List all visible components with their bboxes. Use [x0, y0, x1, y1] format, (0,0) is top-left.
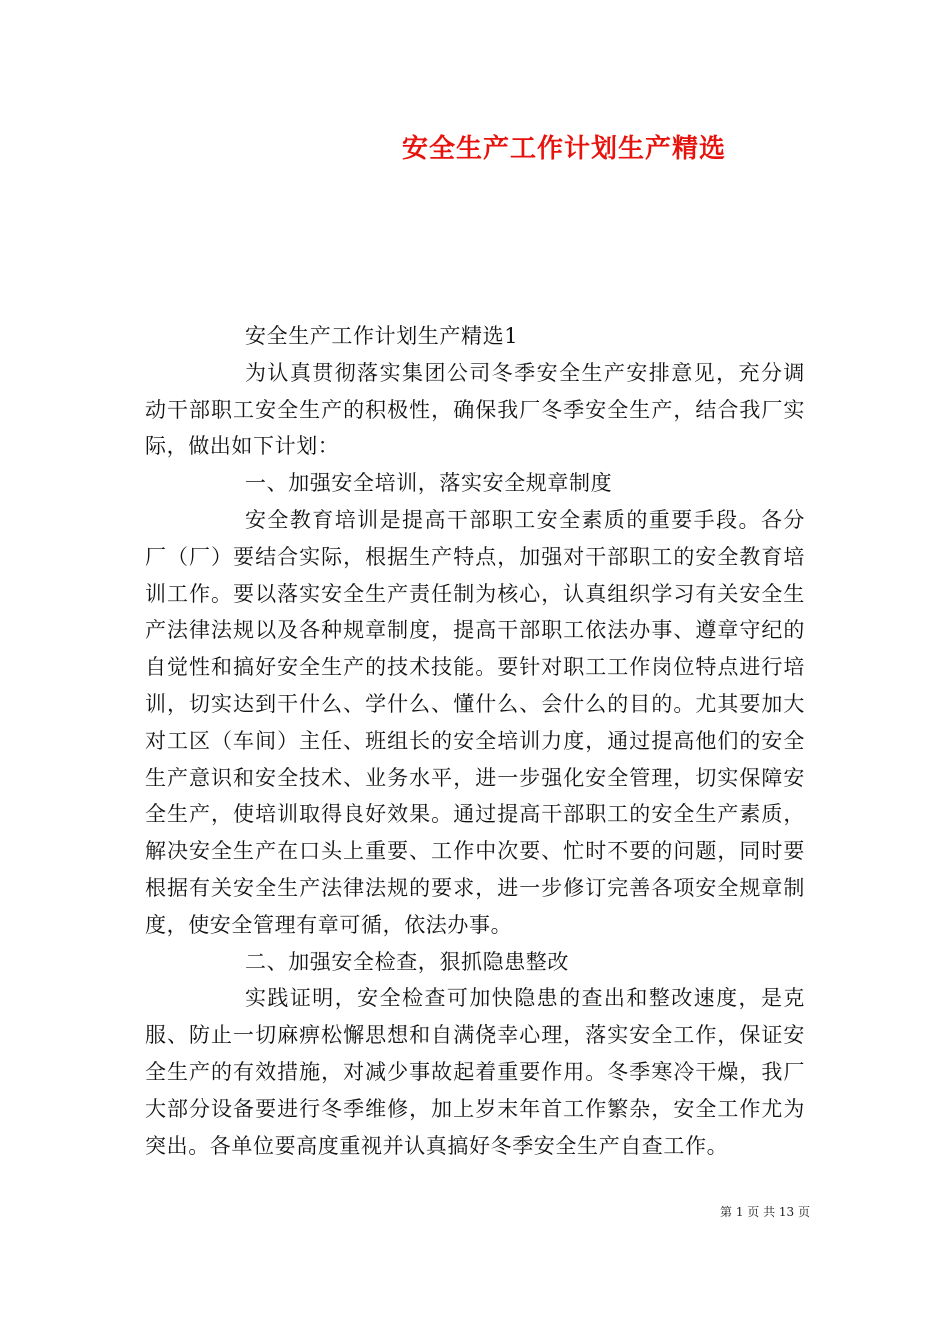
- document-title: 安全生产工作计划生产精选: [401, 134, 726, 164]
- section-heading-1: 一、加强安全培训，落实安全规章制度: [245, 471, 613, 496]
- paragraph-inspection: 实践证明，安全检查可加快隐患的查出和整改速度，是克服、防止一切麻痹松懈思想和自满侥幸心理，落实安全工作，保证安全生产的有效措施，对减少事故起着重要作用。冬季寒冷干燥，我厂大部分设备要进行冬季维修，加上岁末年首工作繁杂，安全工作尤为突出。各单位要高度重视并认真搞好冬季安全生产自查工作。: [145, 986, 805, 1158]
- page-number: 第 1 页 共 13 页: [720, 1205, 810, 1219]
- paragraph-intro: 为认真贯彻落实集团公司冬季安全生产安排意见，充分调动干部职工安全生产的积极性，确保我厂冬季安全生产，结合我厂实际，做出如下计划：: [145, 360, 805, 459]
- document-body: [145, 318, 805, 1164]
- paragraph-training: 安全教育培训是提高干部职工安全素质的重要手段。各分厂（厂）要结合实际，根据生产特点，加强对干部职工的安全教育培训工作。要以落实安全生产责任制为核心，认真组织学习有关安全生产法律法规以及各种规章制度，提高干部职工依法办事、遵章守纪的自觉性和搞好安全生产的技术技能。要针对职工工作岗位特点进行培训，切实达到干什么、学什么、懂什么、会什么的目的。尤其要加大对工区（车间）主任、班组长的安全培训力度，通过提高他们的安全生产意识和安全技术、业务水平，进一步强化安全管理，切实保障安全生产，使培训取得良好效果。通过提高干部职工的安全生产素质，解决安全生产在口头上重要、工作中次要、忙时不要的问题，同时要根据有关安全生产法律法规的要求，进一步修订完善各项安全规章制度，使安全管理有章可循，依法办事。: [145, 507, 805, 937]
- section-subtitle: 安全生产工作计划生产精选1: [245, 324, 519, 348]
- section-heading-2: 二、加强安全检查，狠抓隐患整改: [245, 949, 569, 974]
